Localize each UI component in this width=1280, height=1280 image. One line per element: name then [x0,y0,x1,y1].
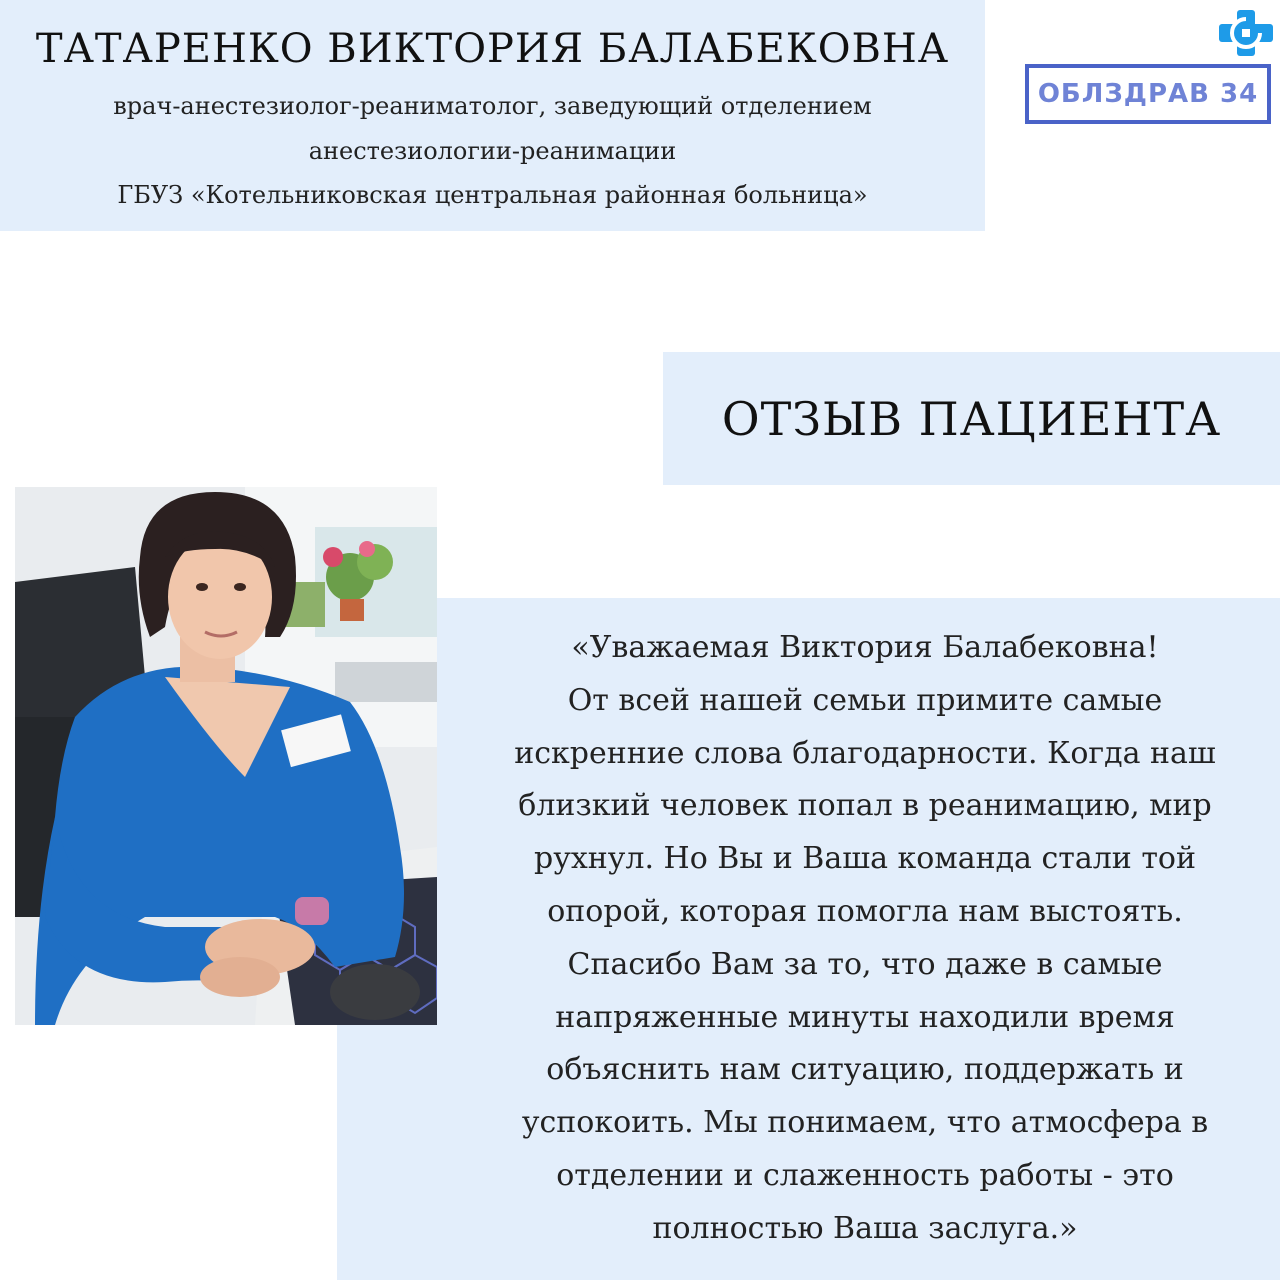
quote-line: успокоить. Мы понимаем, что атмосфера в [521,1105,1209,1141]
patient-review [480,622,1250,1256]
doctor-name: ТАТАРЕНКО ВИКТОРИЯ БАЛАБЕКОВНА [35,26,950,72]
quote-line: искренние слова благодарности. Когда наш [514,735,1216,771]
quote-line: отделении и слаженность работы - это [556,1157,1174,1193]
header-panel [0,0,985,231]
logo-badge [1025,64,1271,124]
quote-line: полностью Ваша заслуга.» [652,1210,1078,1246]
quote-line: опорой, которая помогла нам выстоять. [547,893,1183,929]
oblzdrav-logo [1025,10,1275,128]
quote-line: От всей нашей семьи примите самые [567,682,1163,718]
hospital-name: ГБУЗ «Котельниковская центральная районная больница» [117,181,868,209]
quote-line: близкий человек попал в реанимацию, мир [518,788,1212,824]
doctor-photo [15,487,437,1025]
doctor-portrait [15,487,437,1025]
medical-cross-icon [1215,10,1277,56]
quote-line: рухнул. Но Вы и Ваша команда стали той [534,841,1196,877]
doctor-department: анестезиологии-реанимации [308,137,677,165]
quote-line: Спасибо Вам за то, что даже в самые [567,946,1163,982]
section-title: ОТЗЫВ ПАЦИЕНТА [721,392,1222,446]
quote-line: напряженные минуты находили время [555,999,1175,1035]
logo-text: ОБЛЗДРАВ 34 [1037,79,1259,109]
doctor-position: врач-анестезиолог-реаниматолог, заведующий отделением [113,92,872,120]
quote-line: объяснить нам ситуацию, поддержать и [546,1052,1184,1088]
quote-line: «Уважаемая Виктория Балабековна! [571,630,1159,665]
